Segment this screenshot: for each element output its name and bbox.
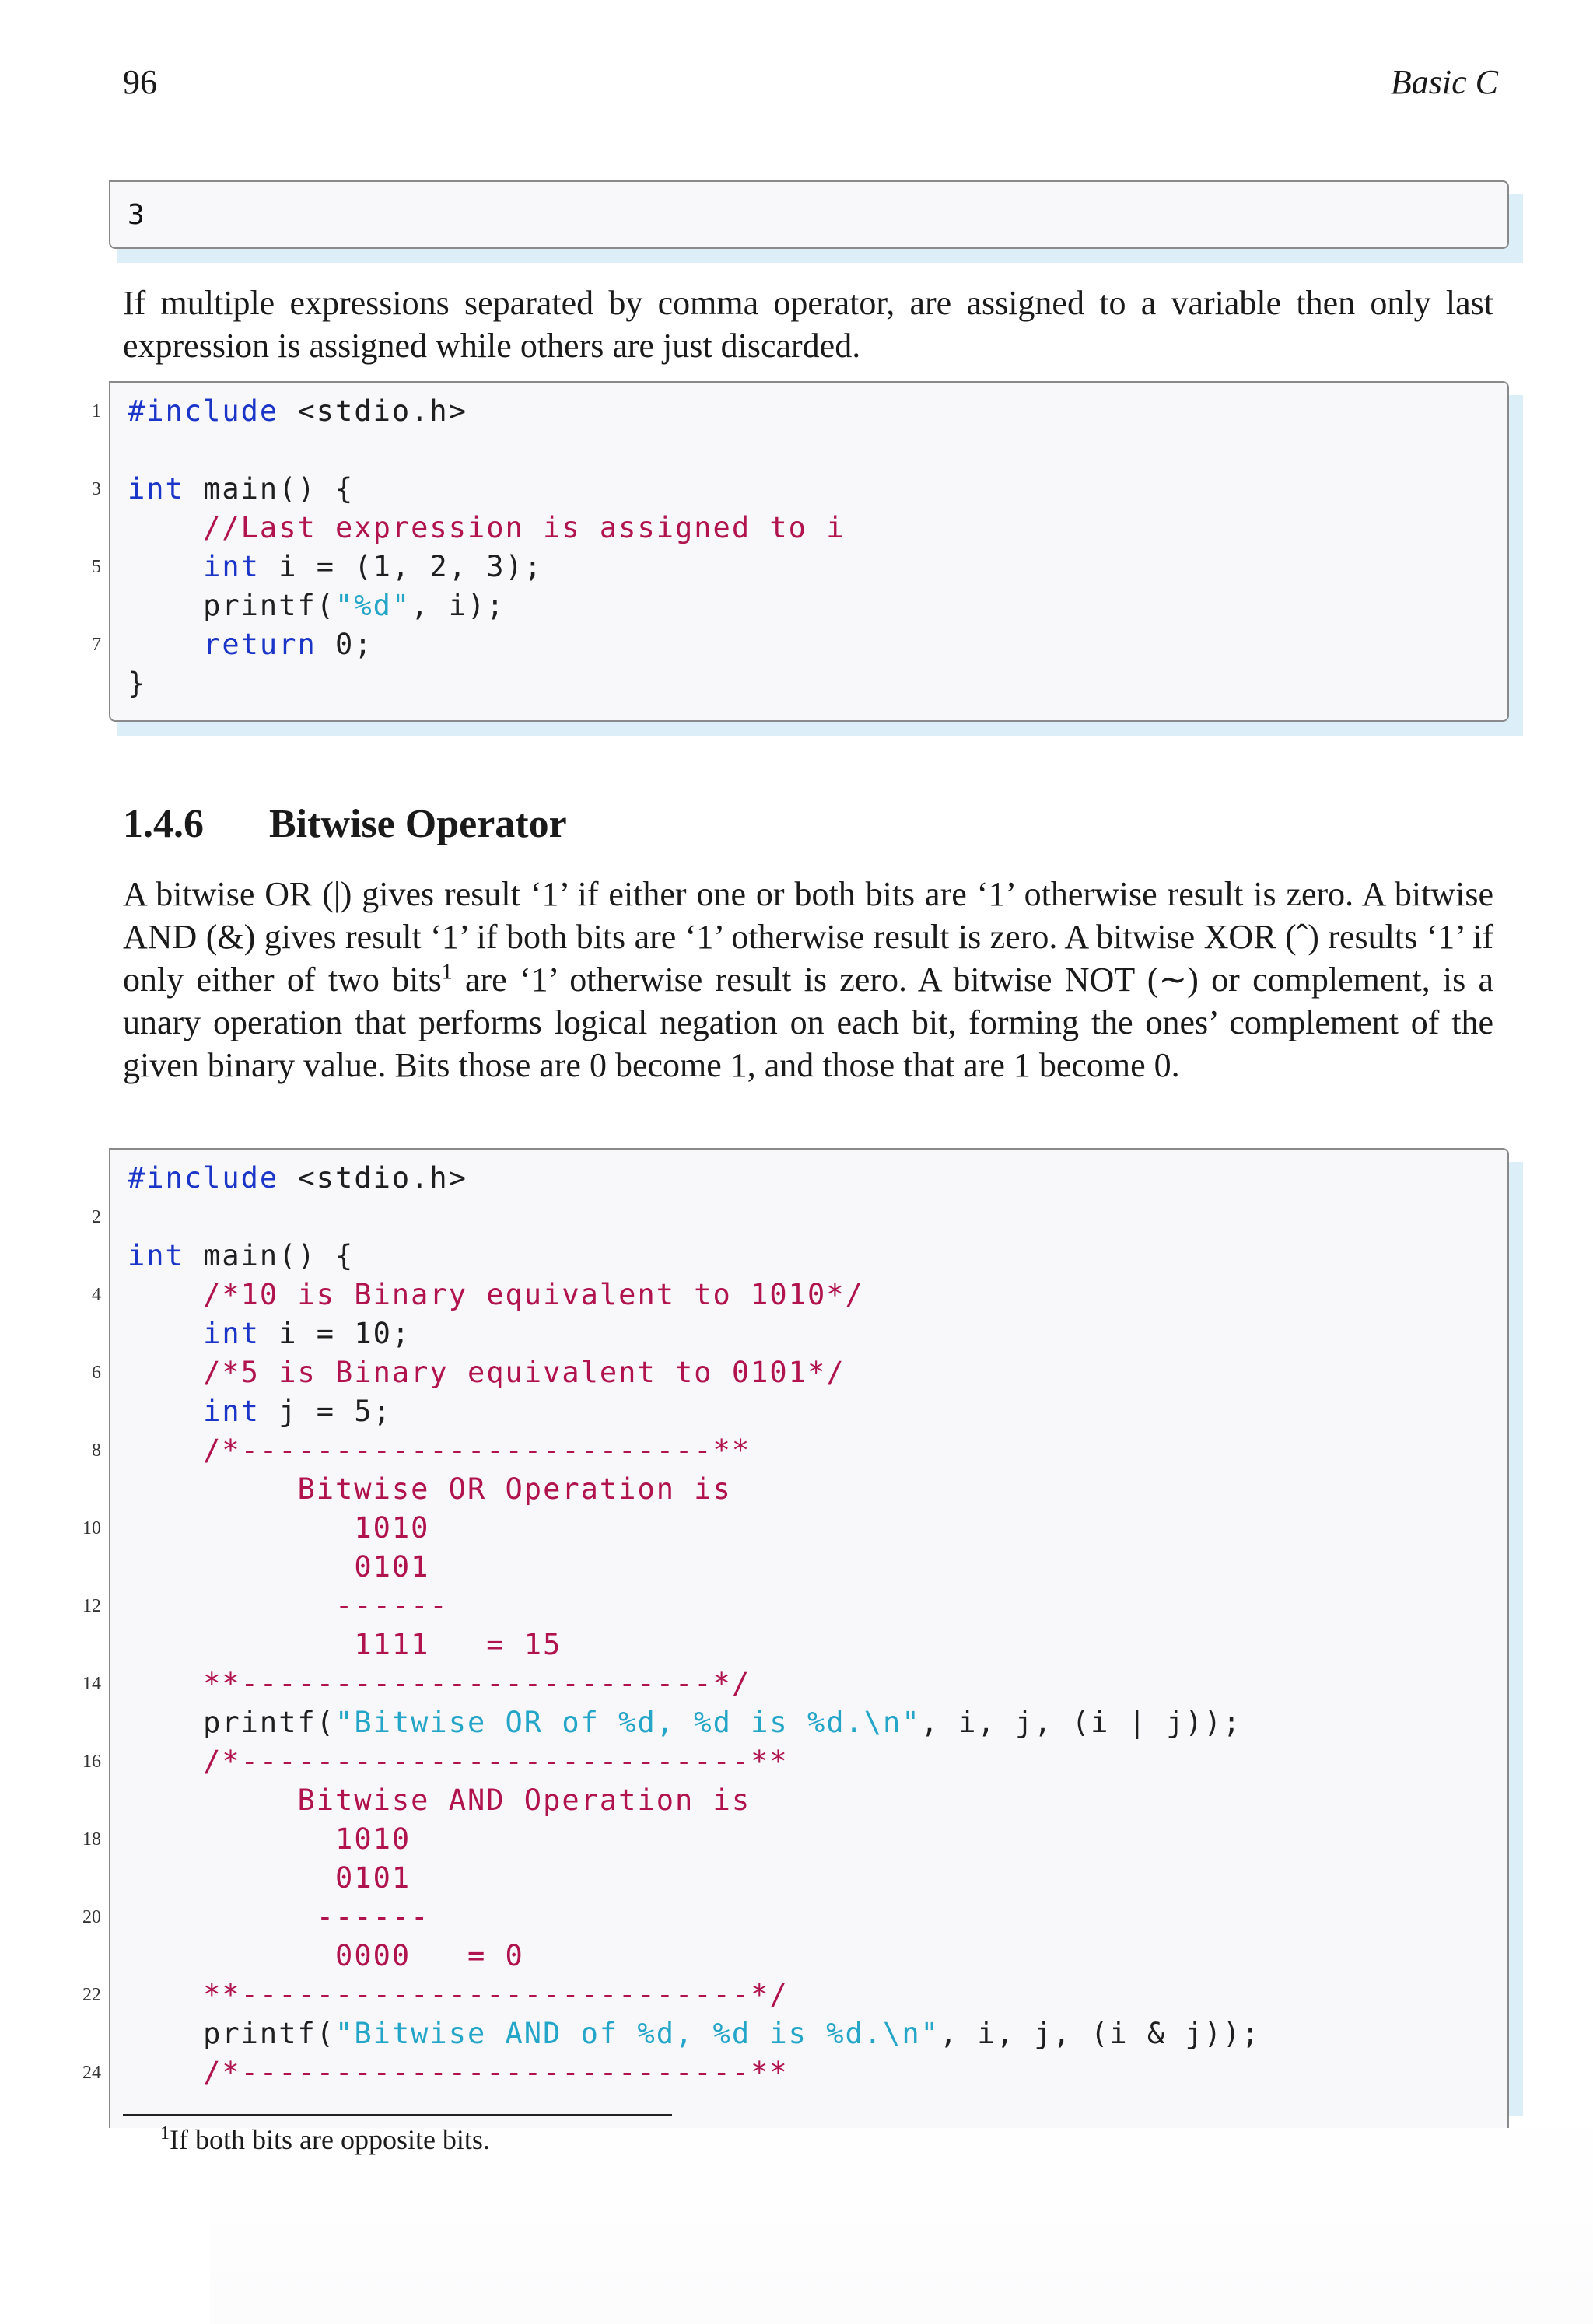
code-token <box>128 1317 203 1350</box>
line-number <box>0 1626 101 1664</box>
section-title: Bitwise Operator <box>269 802 567 846</box>
code-token: ------ <box>316 1900 430 1934</box>
code-line <box>128 1898 1261 1937</box>
line-number <box>0 586 101 625</box>
code-token: /*---------------------------** <box>203 1745 789 1778</box>
page-number: 96 <box>123 63 157 101</box>
code-token: /*5 is Binary equivalent to 0101*/ <box>203 1356 846 1389</box>
line-number: 2 <box>92 1207 101 1227</box>
code-line <box>128 664 846 703</box>
code-line <box>128 1548 1261 1587</box>
code-token: , i, j, (i | j)); <box>920 1706 1242 1739</box>
line-number <box>0 1703 101 1742</box>
code-token: 0101 <box>354 1550 430 1584</box>
code-line <box>128 1392 1261 1431</box>
code-token: 0000 = 0 <box>335 1939 524 1972</box>
code-line <box>128 1509 1261 1548</box>
line-number: 3 <box>92 479 101 499</box>
code-token: 1111 = 15 <box>354 1628 562 1661</box>
line-number: 18 <box>82 1829 101 1850</box>
code-block-1-line-numbers <box>0 392 101 703</box>
paragraph-bitwise-text-rest: are ‘1’ otherwise result is zero. A bitwise NOT (∼) or complement, is a unary operation that performs logical negation on each bit, forming the ones’ complement of the given binary value. Bits those are 0 become 1, and those that are 1 become 0. <box>123 961 1493 1084</box>
code-line <box>128 1664 1261 1703</box>
code-token: /*-------------------------** <box>203 1433 751 1467</box>
line-number: 1 <box>92 401 101 422</box>
code-token: main() { <box>184 1239 355 1272</box>
code-line <box>128 1198 1261 1237</box>
code-line <box>128 625 846 664</box>
code-line <box>128 1276 1261 1314</box>
code-token: int <box>203 1317 260 1350</box>
code-line <box>128 1159 1261 1198</box>
line-number: 20 <box>82 1907 101 1927</box>
code-token <box>128 1939 335 1972</box>
code-line <box>128 509 846 548</box>
code-line <box>128 1859 1261 1898</box>
code-token <box>128 2056 203 2089</box>
code-token: "Bitwise AND of %d, %d is %d.\n" <box>335 2017 940 2050</box>
code-line <box>128 1626 1261 1664</box>
code-token <box>128 1395 203 1428</box>
code-token: "Bitwise OR of %d, %d is %d.\n" <box>335 1706 921 1739</box>
code-token <box>128 1550 354 1584</box>
code-token: #include <box>128 1161 279 1195</box>
code-token <box>128 1822 335 1856</box>
code-token: 0; <box>316 628 373 661</box>
code-token: ------ <box>335 1589 449 1622</box>
code-line <box>128 1742 1261 1781</box>
code-line <box>128 1781 1261 1820</box>
section-number: 1.4.6 <box>123 802 204 846</box>
code-token: i = (1, 2, 3); <box>259 550 544 583</box>
code-token: Bitwise OR Operation is <box>297 1472 732 1506</box>
code-token: #include <box>128 394 279 428</box>
code-token: /*---------------------------** <box>203 2056 789 2089</box>
code-token <box>128 1278 203 1311</box>
paragraph-bitwise <box>123 873 1493 1087</box>
code-token: printf( <box>128 589 336 622</box>
code-token: j = 5; <box>259 1395 392 1428</box>
line-number <box>0 2014 101 2053</box>
line-number: 22 <box>82 1985 101 2005</box>
code-token <box>128 1783 297 1817</box>
code-token: return <box>203 628 317 661</box>
code-token: , i); <box>411 589 506 622</box>
code-token <box>128 1900 317 1934</box>
code-token: printf( <box>128 2017 336 2050</box>
footnote-rule <box>123 2114 672 2116</box>
line-number: 7 <box>92 635 101 655</box>
code-block-1 <box>109 381 1509 722</box>
code-token: printf( <box>128 1706 336 1739</box>
code-line <box>128 2014 1261 2053</box>
code-token: i = 10; <box>259 1317 411 1350</box>
code-line <box>128 2053 1261 2092</box>
code-token: /*10 is Binary equivalent to 1010*/ <box>203 1278 864 1311</box>
code-line <box>128 470 846 509</box>
code-token <box>128 628 203 661</box>
code-line <box>128 1237 1261 1276</box>
code-line <box>128 392 846 431</box>
line-number <box>0 1470 101 1509</box>
code-token <box>128 1356 203 1389</box>
code-token: Bitwise AND Operation is <box>297 1783 751 1817</box>
code-token: "%d" <box>335 589 411 622</box>
code-token: , i, j, (i & j)); <box>939 2017 1261 2050</box>
line-number: 16 <box>82 1752 101 1772</box>
code-line <box>128 431 846 470</box>
code-token: **-------------------------*/ <box>203 1667 751 1700</box>
line-number: 4 <box>92 1285 101 1305</box>
code-token <box>128 1628 354 1661</box>
line-number <box>0 664 101 703</box>
code-block-2-line-numbers <box>0 1159 101 2092</box>
code-token: int <box>203 1395 260 1428</box>
line-number <box>0 1392 101 1431</box>
code-line <box>128 1703 1261 1742</box>
code-token <box>128 511 203 544</box>
output-box <box>109 180 1509 249</box>
line-number <box>0 1237 101 1276</box>
line-number <box>0 1314 101 1353</box>
code-line <box>128 1353 1261 1392</box>
code-token: <stdio.h> <box>278 394 467 428</box>
line-number <box>0 1781 101 1820</box>
footnote <box>160 2123 490 2156</box>
code-line <box>128 1820 1261 1859</box>
code-token: } <box>128 667 147 700</box>
code-line <box>128 1587 1261 1626</box>
code-token: main() { <box>184 472 355 506</box>
code-token: int <box>203 550 260 583</box>
code-line <box>128 586 846 625</box>
code-token: <stdio.h> <box>278 1161 467 1195</box>
line-number: 14 <box>82 1674 101 1694</box>
line-number: 6 <box>92 1363 101 1383</box>
code-line <box>128 1470 1261 1509</box>
code-token <box>128 1472 297 1506</box>
code-token: int <box>128 472 184 506</box>
code-token <box>128 1861 335 1895</box>
code-block-2-lines <box>128 1159 1261 2092</box>
line-number <box>0 509 101 548</box>
code-token: 1010 <box>335 1822 411 1856</box>
code-token <box>128 1745 203 1778</box>
footnote-ref: 1 <box>441 960 453 985</box>
code-token <box>128 550 203 583</box>
code-token: int <box>128 1239 184 1272</box>
line-number: 12 <box>82 1596 101 1616</box>
code-line <box>128 1314 1261 1353</box>
line-number <box>0 1548 101 1587</box>
code-line <box>128 1937 1261 1976</box>
footnote-mark: 1 <box>160 2123 170 2144</box>
code-block-1-lines <box>128 392 846 703</box>
line-number <box>0 1937 101 1976</box>
line-number <box>0 1859 101 1898</box>
running-header: Basic C <box>1390 63 1498 101</box>
code-token: 0101 <box>335 1861 411 1895</box>
code-token <box>128 1667 203 1700</box>
code-token <box>128 1433 203 1467</box>
code-line <box>128 548 846 586</box>
code-block-2 <box>109 1148 1509 2128</box>
code-token <box>128 1511 354 1545</box>
code-token: //Last expression is assigned to i <box>203 511 846 544</box>
line-number: 24 <box>82 2063 101 2083</box>
code-token <box>128 1589 335 1622</box>
footnote-text: If both bits are opposite bits. <box>170 2124 490 2155</box>
line-number <box>0 431 101 470</box>
line-number <box>0 1159 101 1198</box>
paragraph-comma-operator: If multiple expressions separated by comma operator, are assigned to a variable then only last expression is assigned while others are just discarded. <box>123 284 1493 365</box>
line-number: 8 <box>92 1440 101 1461</box>
section-heading <box>123 801 567 847</box>
output-text: 3 <box>128 199 145 231</box>
line-number: 10 <box>82 1518 101 1538</box>
line-number: 5 <box>92 557 101 577</box>
code-line <box>128 1431 1261 1470</box>
code-token <box>128 1978 203 2011</box>
code-line <box>128 1976 1261 2014</box>
code-token: 1010 <box>354 1511 430 1545</box>
paragraph-bitwise-text: A bitwise OR (|) gives result ‘1’ if either one or both bits are ‘1’ otherwise result is zero. A bitwise AND (&) gives result ‘1’ if both bits are ‘1’ otherwise result is zero. A bitwise XOR (ˆ) results ‘1’ if only either of two bits <box>123 875 1493 999</box>
code-token: **---------------------------*/ <box>203 1978 789 2011</box>
